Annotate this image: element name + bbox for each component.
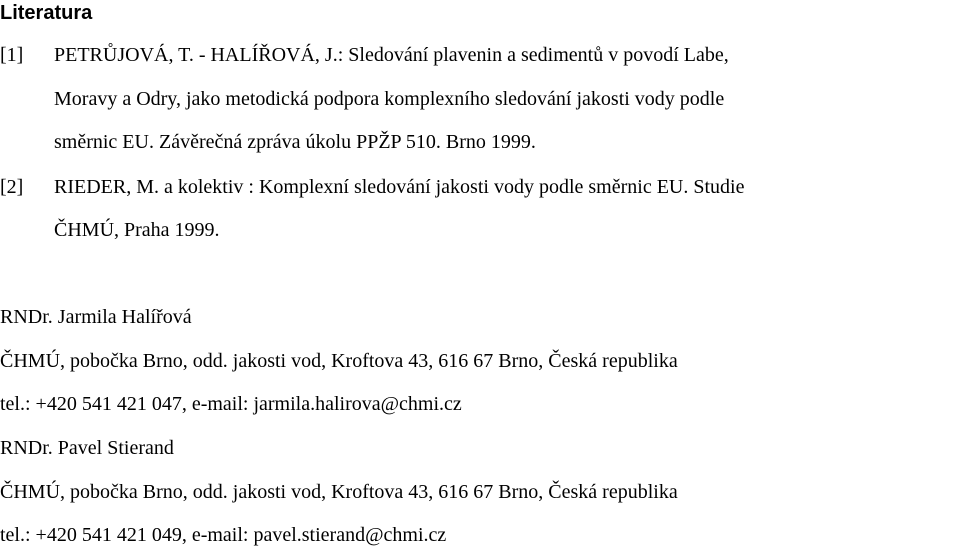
- author-contact: tel.: +420 541 421 049, e-mail: pavel.stierand@chmi.cz: [0, 524, 447, 546]
- author-name: RNDr. Jarmila Halířová: [0, 306, 192, 328]
- reference-1: [0, 43, 729, 67]
- section-heading: Literatura: [0, 2, 93, 24]
- author-affiliation: ČHMÚ, pobočka Brno, odd. jakosti vod, Kroftova 43, 616 67 Brno, Česká republika: [0, 481, 678, 503]
- author-affiliation: ČHMÚ, pobočka Brno, odd. jakosti vod, Kroftova 43, 616 67 Brno, Česká republika: [0, 350, 678, 372]
- author-name: RNDr. Pavel Stierand: [0, 437, 174, 459]
- reference-text-line: PETRŮJOVÁ, T. - HALÍŘOVÁ, J.: Sledování plavenin a sedimentů v povodí Labe,: [54, 44, 729, 66]
- reference-text-line: směrnic EU. Závěrečná zpráva úkolu PPŽP 510. Brno 1999.: [54, 131, 536, 153]
- reference-number: [1]: [0, 44, 24, 66]
- reference-text-line: RIEDER, M. a kolektiv : Komplexní sledování jakosti vody podle směrnic EU. Studie: [54, 176, 745, 198]
- reference-text-line: Moravy a Odry, jako metodická podpora komplexního sledování jakosti vody podle: [54, 88, 725, 110]
- reference-text-line: ČHMÚ, Praha 1999.: [54, 219, 220, 241]
- author-contact: tel.: +420 541 421 047, e-mail: jarmila.halirova@chmi.cz: [0, 393, 462, 415]
- reference-number: [2]: [0, 176, 24, 198]
- reference-2: [0, 175, 744, 199]
